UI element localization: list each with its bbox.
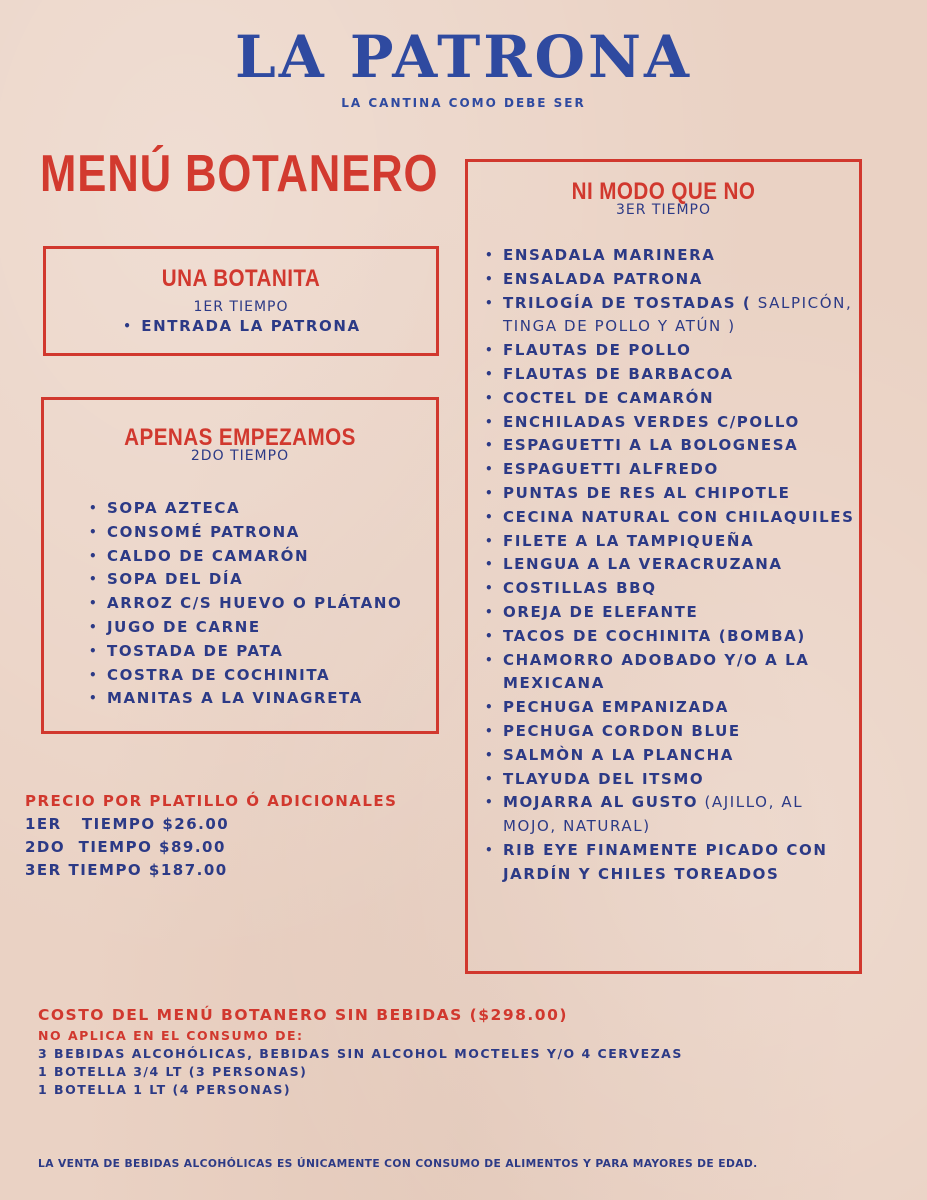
menu-item [483, 601, 863, 625]
section-list-wrap [46, 315, 436, 339]
menu-item-name: PECHUGA EMPANIZADA [503, 698, 730, 717]
section-items [121, 315, 360, 339]
menu-item: • MANITAS A LA VINAGRETA [87, 687, 402, 711]
menu-item [483, 339, 863, 363]
menu-item-name: OREJA DE ELEFANTE [503, 602, 699, 621]
menu-item: • TOSTADA DE PATA [87, 640, 402, 664]
menu-item-name: ESPAGUETTI A LA BOLOGNESA [503, 436, 799, 455]
menu-item [483, 696, 863, 720]
menu-item [483, 292, 863, 340]
section-ni-modo-que-no [465, 159, 862, 974]
restaurant-logo: LA PATRONA [234, 23, 693, 91]
menu-item [483, 553, 863, 577]
menu-item [483, 387, 863, 411]
menu-item [483, 244, 863, 268]
menu-item: • COSTRA DE COCHINITA [87, 664, 402, 688]
menu-item-name: TACOS DE COCHINITA (BOMBA) [503, 626, 806, 645]
section-una-botanita [43, 246, 439, 356]
menu-item-name: CHAMORRO ADOBADO Y/O A LA MEXICANA [503, 650, 810, 693]
menu-item-name: TLAYUDA DEL ITSMO [503, 769, 705, 788]
menu-item-name: PUNTAS DE RES AL CHIPOTLE [503, 483, 791, 502]
menu-item-name: SALMÒN A LA PLANCHA [503, 745, 734, 764]
section-items [87, 497, 402, 711]
menu-item [483, 506, 863, 530]
menu-item-name: PECHUGA CORDON BLUE [503, 721, 741, 740]
menu-item: • ARROZ C/S HUEVO O PLÁTANO [87, 592, 402, 616]
menu-item-name: FLAUTAS DE BARBACOA [503, 364, 734, 383]
menu-item: • JUGO DE CARNE [87, 616, 402, 640]
menu-item-name: COSTILLAS BBQ [503, 579, 657, 598]
menu-item: • CALDO DE CAMARÓN [87, 545, 402, 569]
menu-item [483, 530, 863, 554]
menu-item [483, 577, 863, 601]
menu-item [483, 411, 863, 435]
section-items [483, 244, 863, 887]
menu-item [483, 268, 863, 292]
price-line: 3ER TIEMPO $187.00 [25, 861, 228, 879]
section-title: NI MODO QUE NO [571, 178, 756, 205]
price-line: 2DO TIEMPO $89.00 [25, 838, 226, 856]
section-subtitle: 2DO TIEMPO [190, 448, 290, 464]
section-title: APENAS EMPEZAMOS [124, 424, 356, 451]
menu-item [483, 458, 863, 482]
menu-item [483, 482, 863, 506]
menu-item-name: ESPAGUETTI ALFREDO [503, 460, 719, 479]
menu-item [483, 768, 863, 792]
menu-item [483, 434, 863, 458]
menu-item-name: ENSADALA MARINERA [503, 246, 716, 264]
page-title: MENÚ BOTANERO [40, 145, 439, 203]
cost-line: 3 BEBIDAS ALCOHÓLICAS, BEBIDAS SIN ALCOHOL MOCTELES Y/O 4 CERVEZAS [38, 1046, 683, 1061]
menu-item-name: RIB EYE FINAMENTE PICADO CON JARDÍN Y CHILES TOREADOS [503, 840, 828, 883]
menu-item [483, 744, 863, 768]
prices-heading: PRECIO POR PLATILLO Ó ADICIONALES [25, 792, 398, 810]
section-subtitle: 3ER TIEMPO [616, 202, 711, 218]
footer-disclaimer: LA VENTA DE BEBIDAS ALCOHÓLICAS ES ÚNICAMENTE CON CONSUMO DE ALIMENTOS Y PARA MAYORES DE EDAD. [38, 1157, 758, 1170]
menu-item-name: ENSALADA PATRONA [503, 269, 704, 288]
menu-item: • ENTRADA LA PATRONA [121, 315, 360, 339]
menu-item-name: FLAUTAS DE POLLO [503, 341, 692, 360]
section-apenas-empezamos [41, 397, 439, 734]
menu-item-name: FILETE A LA TAMPIQUEÑA [503, 531, 755, 550]
menu-item-name: CECINA NATURAL CON CHILAQUILES [503, 507, 855, 526]
menu-item-name: MOJARRA AL GUSTO [503, 793, 699, 812]
prices-block [25, 792, 397, 879]
menu-item-name: COCTEL DE CAMARÓN [503, 388, 715, 407]
cost-line: 1 BOTELLA 1 LT (4 PERSONAS) [38, 1082, 292, 1097]
menu-item [483, 625, 863, 649]
menu-item [483, 649, 863, 697]
section-title: UNA BOTANITA [161, 265, 321, 292]
menu-item-name: LENGUA A LA VERACRUZANA [503, 555, 783, 574]
price-line: 1ER TIEMPO $26.00 [25, 815, 230, 833]
menu-item [483, 839, 863, 887]
section-subtitle: 1ER TIEMPO [193, 299, 289, 315]
menu-item [483, 363, 863, 387]
cost-subheading: NO APLICA EN EL CONSUMO DE: [38, 1028, 304, 1043]
menu-item-note: SALPICÓN, TINGA DE POLLO Y ATÚN ) [503, 293, 853, 336]
menu-item: • SOPA AZTECA [87, 497, 402, 521]
cost-block [38, 1006, 683, 1097]
menu-item-name: ENCHILADAS VERDES C/POLLO [503, 412, 800, 431]
menu-item-note: (AJILLO, AL MOJO, NATURAL) [503, 793, 804, 836]
menu-item [483, 720, 863, 744]
restaurant-tagline: LA CANTINA COMO DEBE SER [341, 96, 586, 110]
cost-line: 1 BOTELLA 3/4 LT (3 PERSONAS) [38, 1064, 308, 1079]
menu-item-name: TRILOGÍA DE TOSTADAS ( [503, 293, 752, 312]
menu-item: • CONSOMÉ PATRONA [87, 521, 402, 545]
cost-heading: COSTO DEL MENÚ BOTANERO SIN BEBIDAS ($298.00) [38, 1006, 568, 1024]
menu-item: • SOPA DEL DÍA [87, 568, 402, 592]
menu-item [483, 791, 863, 839]
